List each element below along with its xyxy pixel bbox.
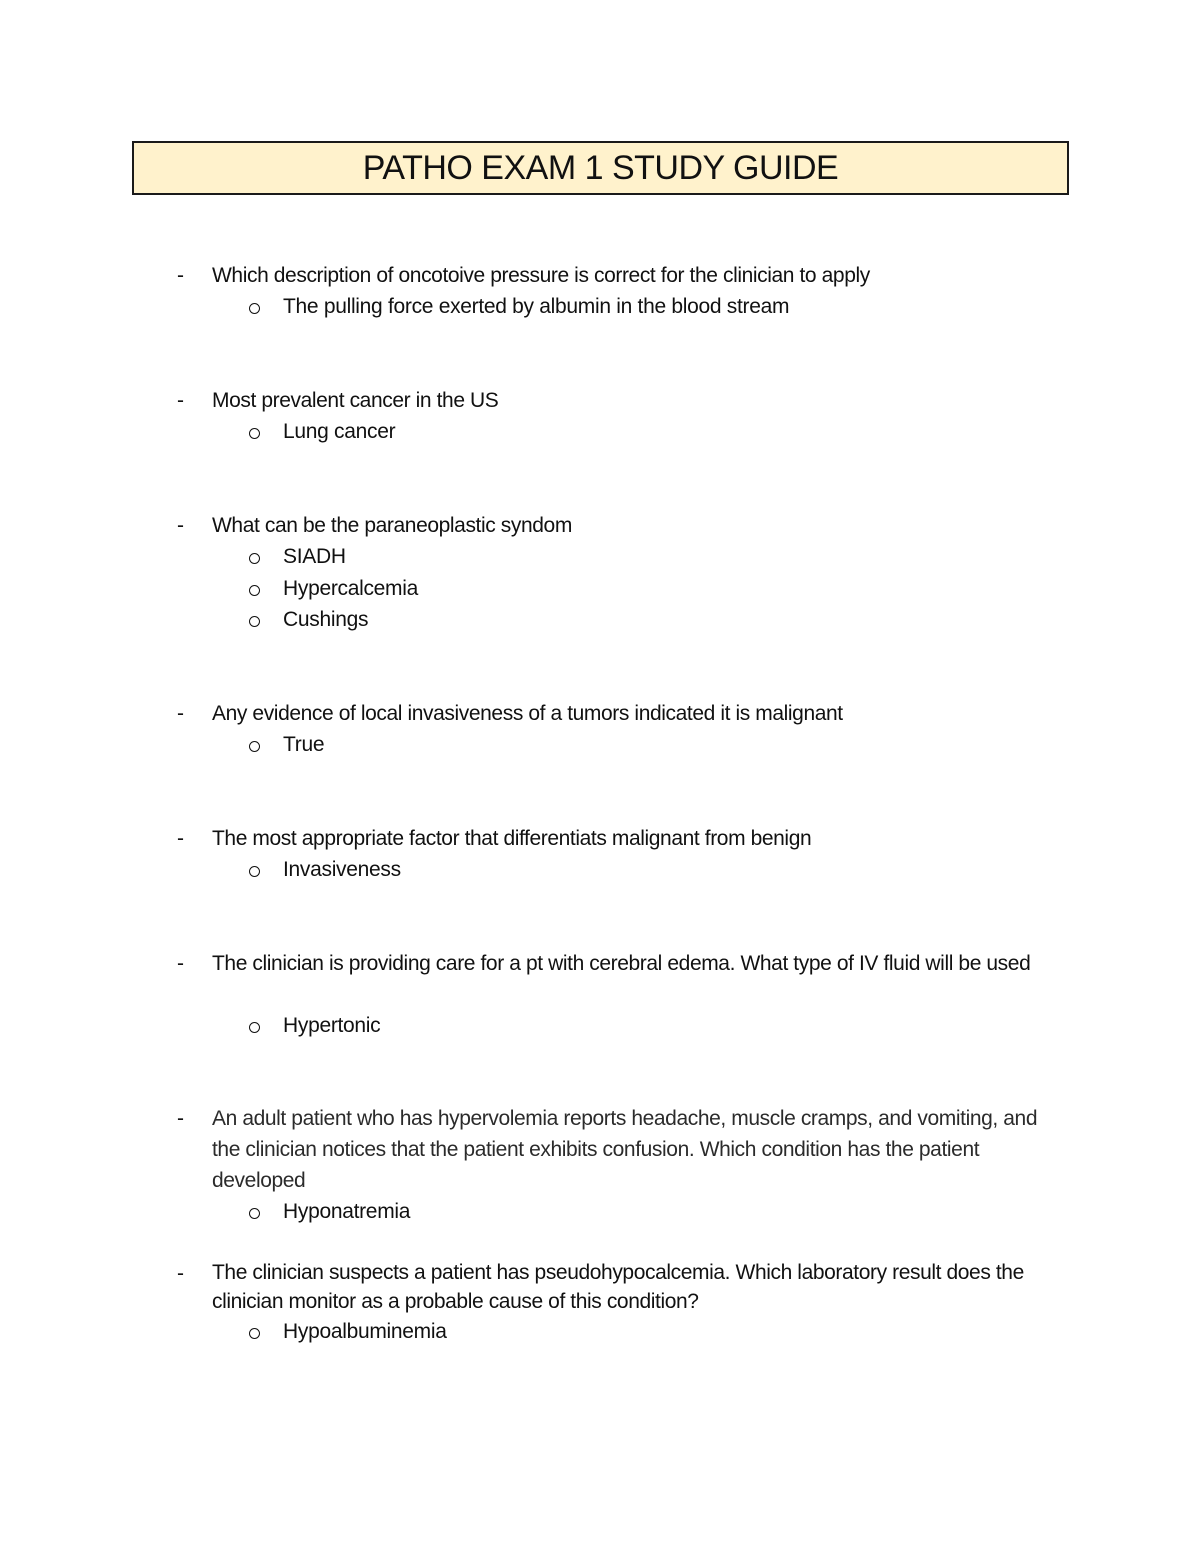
circle-bullet-icon bbox=[247, 291, 261, 322]
question-text: The most appropriate factor that differentiats malignant from benign bbox=[212, 827, 812, 850]
answer-text: The pulling force exerted by albumin in the blood stream bbox=[283, 295, 790, 318]
dash-marker: - bbox=[177, 702, 184, 725]
answer-text: Hypertonic bbox=[283, 1014, 381, 1037]
circle-bullet-icon bbox=[247, 1196, 261, 1227]
answer-text: Hypercalcemia bbox=[283, 577, 418, 600]
dash-marker: - bbox=[177, 1107, 184, 1130]
question-text: Any evidence of local invasiveness of a tumors indicated it is malignant bbox=[212, 702, 843, 725]
question-text: An adult patient who has hypervolemia reports headache, muscle cramps, and vomiting, and the clinician notices that the patient exhibits confusion. Which condition has the patient developed bbox=[212, 1107, 1038, 1192]
question-text: The clinician suspects a patient has pseudohypocalcemia. Which laboratory result does the clinician monitor as a probable cause of this condition? bbox=[212, 1261, 1024, 1313]
circle-bullet-icon bbox=[247, 541, 261, 572]
circle-bullet-icon bbox=[247, 729, 261, 760]
answer-text: SIADH bbox=[283, 545, 346, 568]
dash-marker: - bbox=[177, 1262, 184, 1285]
question-text: What can be the paraneoplastic syndom bbox=[212, 514, 572, 537]
circle-bullet-icon bbox=[247, 416, 261, 447]
answer-text: True bbox=[283, 733, 325, 756]
dash-marker: - bbox=[177, 827, 184, 850]
answer-text: Hypoalbuminemia bbox=[283, 1320, 447, 1343]
circle-bullet-icon bbox=[247, 1316, 261, 1347]
dash-marker: - bbox=[177, 389, 184, 412]
dash-marker: - bbox=[177, 514, 184, 537]
circle-bullet-icon bbox=[247, 1010, 261, 1041]
title-box bbox=[132, 141, 1069, 195]
document-title: PATHO EXAM 1 STUDY GUIDE bbox=[362, 149, 839, 187]
answer-text: Hyponatremia bbox=[283, 1200, 411, 1223]
dash-marker: - bbox=[177, 952, 184, 975]
circle-bullet-icon bbox=[247, 854, 261, 885]
answer-text: Cushings bbox=[283, 608, 369, 631]
circle-bullet-icon bbox=[247, 573, 261, 604]
dash-marker: - bbox=[177, 264, 184, 287]
question-text: Most prevalent cancer in the US bbox=[212, 389, 499, 412]
question-text: Which description of oncotoive pressure is correct for the clinician to apply bbox=[212, 264, 870, 287]
answer-text: Lung cancer bbox=[283, 420, 396, 443]
question-text: The clinician is providing care for a pt with cerebral edema. What type of IV fluid will be used bbox=[212, 952, 1031, 975]
answer-text: Invasiveness bbox=[283, 858, 401, 881]
circle-bullet-icon bbox=[247, 604, 261, 635]
